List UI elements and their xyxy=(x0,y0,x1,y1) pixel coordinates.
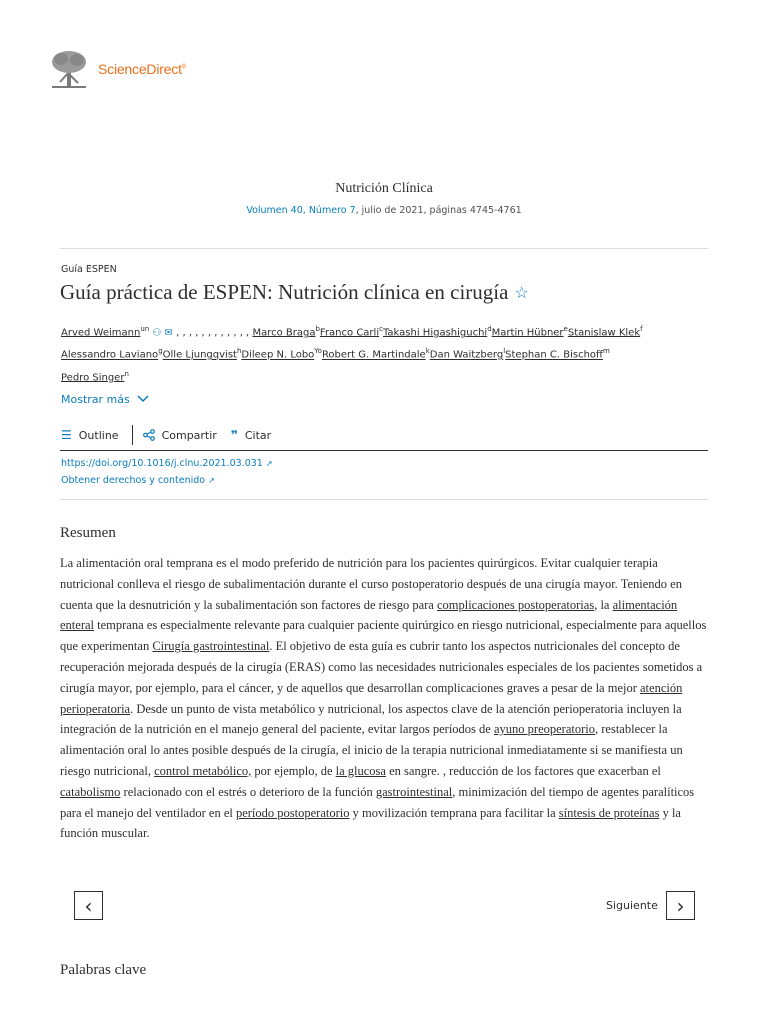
external-link-icon: ↗ xyxy=(208,476,215,485)
brand-name: ScienceDirect® xyxy=(98,61,186,77)
abstract-text: La alimentación oral temprana es el modo preferido de nutrición para los pacientes quirúrgicos. Evitar cualquier terapia nutricional conlleva el riesgo de subalimentación durante el curso postoperatorio después de una cirugía mayor. Teniendo en cuenta que la desnutrición y la subalimentación son factores de riesgo para complicaciones postoperatorias, la alimentación enteral temprana es especialmente relevante para cualquier paciente quirúrgico en riesgo nutricional, especialmente para aquellos que experimentan Cirugía gastrointestinal. El objetivo de esta guía es cubrir tanto los aspectos nutricionales del concepto de recuperación mejorada después de la cirugía (ERAS) como las necesidades nutricionales especiales de los pacientes sometidos a cirugía mayor, por ejemplo, para el cáncer, y de aquellos que desarrollan complicaciones graves a pesar de la mejor atención perioperatoria. Desde un punto de vista metabólico y nutricional, los aspectos clave de la atención perioperatoria incluyen la integración de la nutrición en el manejo general del paciente, evitar largos períodos de ayuno preoperatorio, restablecer la alimentación oral lo antes posible después de la cirugía, el inicio de la terapia nutricional inmediatamente si se manifiesta un riesgo nutricional, control metabólico, por ejemplo, de la glucosa en sangre. , reducción de los factores que exacerban el catabolismo relacionado con el estrés o deterioro de la función gastrointestinal, minimización del tiempo de agentes paralíticos para el manejo del ventilador en el período postoperatorio y movilización temprana para facilitar la síntesis de proteínas y la función muscular. xyxy=(60,556,707,841)
issue-info: Volumen 40, Número 7, julio de 2021, páginas 4745-4761 xyxy=(246,205,522,216)
chevron-right-icon: › xyxy=(676,893,685,918)
topic-link[interactable]: catabolismo xyxy=(60,784,121,799)
topic-link[interactable]: control metabólico, xyxy=(154,763,252,778)
author-link[interactable]: Dileep N. Lobo xyxy=(241,349,315,361)
share-button[interactable]: Compartir xyxy=(143,429,217,442)
doi-link[interactable]: https://doi.org/10.1016/j.clnu.2021.03.031 ↗ xyxy=(61,458,273,469)
author-link[interactable]: Franco Carli xyxy=(319,327,380,339)
volume-link[interactable]: Volumen 40, Número 7 xyxy=(246,205,356,216)
previous-button[interactable] xyxy=(74,891,103,920)
share-icon xyxy=(143,429,155,441)
author-link[interactable]: Dan Waitzberg xyxy=(429,349,504,361)
topic-link[interactable]: Cirugía gastrointestinal xyxy=(152,639,270,654)
divider xyxy=(60,499,708,500)
author-link[interactable]: Robert G. Martindale xyxy=(321,349,426,361)
show-more-button[interactable]: Mostrar más xyxy=(61,393,149,406)
next-button[interactable] xyxy=(666,891,695,920)
cite-button[interactable]: ❞ Citar xyxy=(230,428,272,442)
author-link[interactable]: Marco Braga xyxy=(252,327,316,339)
author-link[interactable]: Alessandro Laviano xyxy=(61,349,159,361)
toolbar-divider xyxy=(132,425,133,445)
topic-link[interactable]: alimentación enteral xyxy=(60,597,678,633)
chevron-down-icon xyxy=(137,395,149,403)
author-link[interactable]: Takashi Higashiguchi xyxy=(382,327,488,339)
topic-link[interactable]: período postoperatorio xyxy=(235,805,350,820)
rights-link[interactable]: Obtener derechos y contenido ↗ xyxy=(61,475,215,486)
topic-link[interactable]: síntesis de proteínas xyxy=(558,805,660,820)
author-separators: , , , , , , , , , , , , xyxy=(176,327,250,339)
author-link[interactable]: Arved Weimann xyxy=(61,327,141,339)
topic-link[interactable]: atención perioperatoria xyxy=(60,680,683,716)
author-link[interactable]: Olle Ljungqvist xyxy=(162,349,237,361)
mail-icon[interactable]: ✉ xyxy=(164,327,173,339)
next-label[interactable]: Siguiente xyxy=(606,899,658,912)
external-link-icon: ↗ xyxy=(265,459,273,468)
list-icon: ☰ xyxy=(61,428,72,442)
topic-link[interactable]: gastrointestinal xyxy=(375,784,453,799)
author-link[interactable]: Stephan C. Bischoff xyxy=(505,349,603,361)
topic-link[interactable]: la glucosa xyxy=(335,763,386,778)
keywords-heading: Palabras clave xyxy=(60,962,147,978)
quote-icon: ❞ xyxy=(230,428,238,442)
star-icon[interactable]: ☆ xyxy=(514,285,529,302)
toolbar-underline xyxy=(60,450,708,451)
author-list: Arved Weimann$^{un}$ ⚇ ✉ , , , , , , , , , , , , Marco Braga$^b$Franco Carli$^c$Takashi Higashiguchi$^d$Martin Hübner$^e$Stanislaw Klek$^f$ Alessandro Laviano$^g$Olle Ljungqvist$^h$Dileep N. Lobo$^{Yo}$Robert G. Martindale$^k$Dan Waitzberg$^l$Stephan C. Bischoff$^m$ Pedro Singer$^n$ xyxy=(61,325,643,383)
article-title: Guía práctica de ESPEN: Nutrición clínica en cirugía ☆ xyxy=(60,280,529,304)
elsevier-tree-icon xyxy=(48,48,90,90)
topic-link[interactable]: ayuno preoperatorio xyxy=(493,722,595,737)
article-type: Guía ESPEN xyxy=(61,264,117,275)
author-link[interactable]: Stanislaw Klek xyxy=(567,327,641,339)
outline-button[interactable]: ☰ Outline xyxy=(61,428,119,442)
divider xyxy=(60,248,708,249)
person-icon[interactable]: ⚇ xyxy=(152,327,162,339)
sciencedirect-logo[interactable] xyxy=(48,48,186,90)
abstract-heading: Resumen xyxy=(60,525,116,541)
author-link[interactable]: Pedro Singer xyxy=(61,371,125,383)
journal-title[interactable]: Nutrición Clínica xyxy=(335,181,433,196)
author-link[interactable]: Martin Hübner xyxy=(491,327,564,339)
topic-link[interactable]: complicaciones postoperatorias xyxy=(436,597,595,612)
article-toolbar xyxy=(61,424,271,446)
chevron-left-icon: ‹ xyxy=(84,893,93,918)
